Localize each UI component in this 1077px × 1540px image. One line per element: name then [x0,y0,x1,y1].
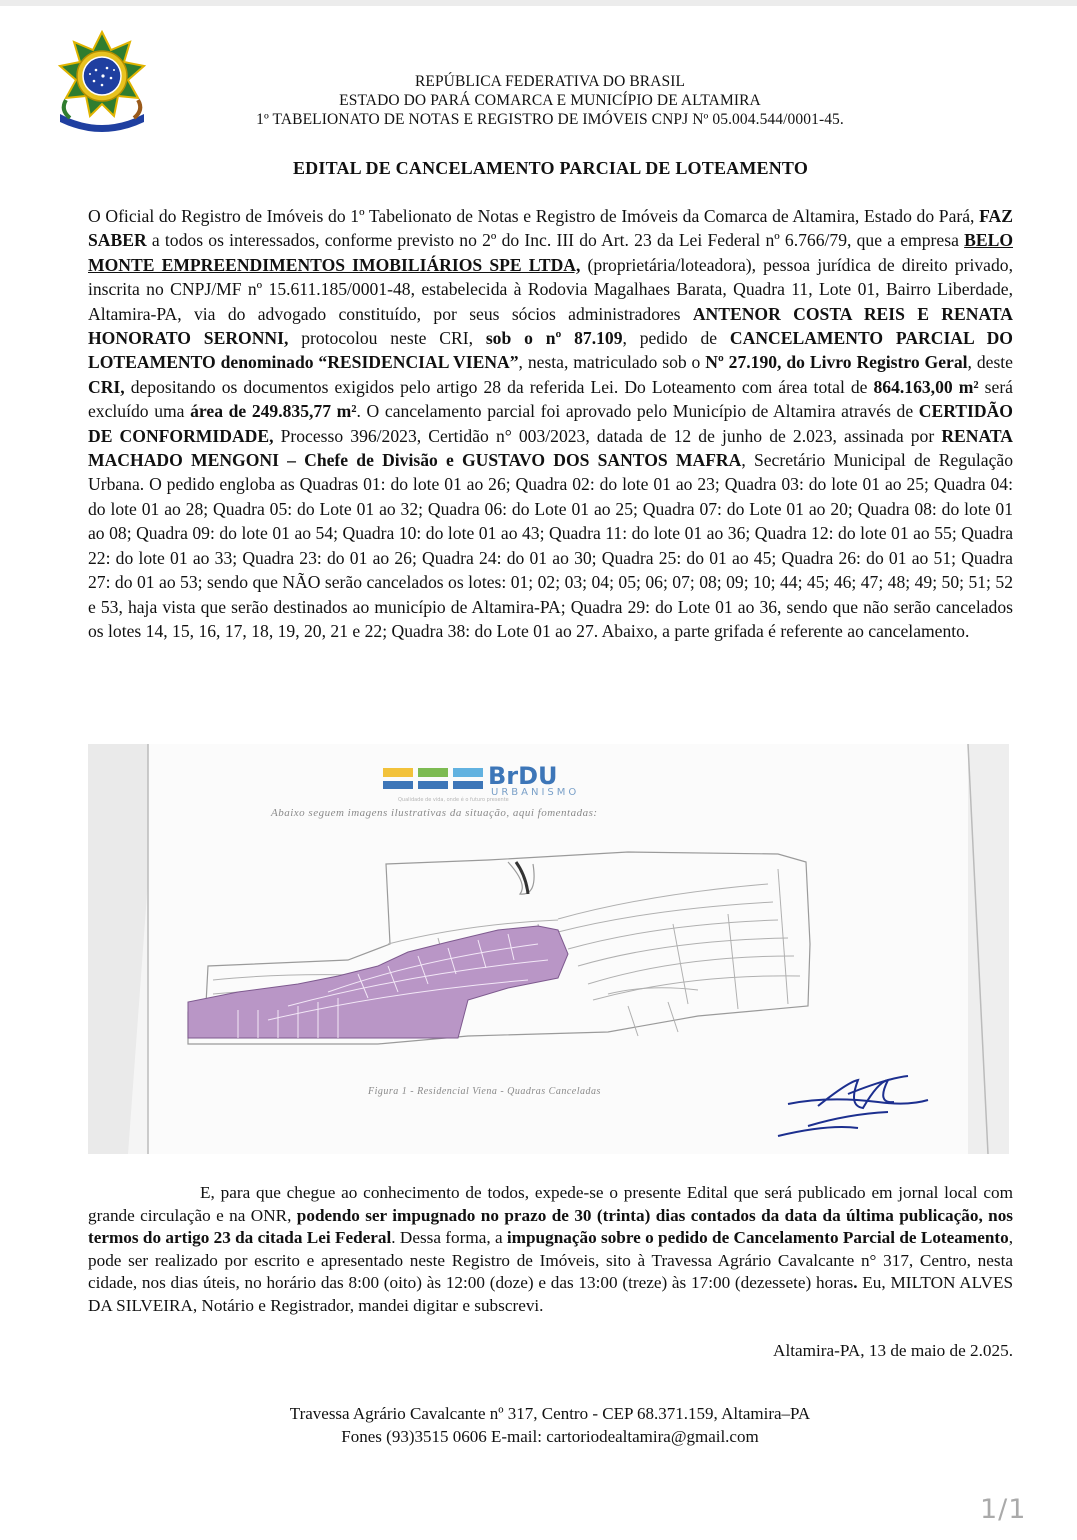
document-footer [140,1402,960,1448]
closing-text-segment: . Dessa forma, a [391,1228,507,1248]
header-line-republic: REPÚBLICA FEDERATIVA DO BRASIL [414,73,686,90]
closing-challenge-subject: impugnação sobre o pedido de Cancelamento Parcial de Loteamento [506,1228,1009,1248]
body-text-segment: , nesta, matriculado sob o [518,352,706,373]
total-area: 864.163,00 m² [873,376,979,397]
body-text-segment: , pedido de [622,328,730,349]
body-text-segment: O Oficial do Registro de Imóveis do 1º Tabelionato de Notas e Registro de Imóveis da Comarca de Altamira, Estado do Pará, [88,206,980,226]
body-text-segment: será excluído uma [88,376,1013,422]
registration-number: Nº 27.190, do Livro Registro Geral [705,352,968,373]
footer-address: Travessa Agrário Cavalcante nº 317, Centro - CEP 68.371.159, Altamira–PA [289,1404,811,1423]
closing-challenge-period: podendo ser impugnado no prazo de 30 (trinta) dias contados da data da última publicação, nos termos do artigo 23 da citada Lei Federal [88,1205,1013,1248]
body-text-segment: (proprietária/loteadora), pessoa jurídica de direito privado, inscrita no CNPJ/MF nº 15.611.185/0001-48, estabelecida à Rodovia Magalhaes Barata, Quadra 11, Lote 01, Bairro Liberdade, Altamira-PA, via do advogado constituído, por seus sócios administradores [88,254,1013,324]
body-text-segment: , deste [967,352,1013,373]
closing-text-segment: , pode ser realizado por escrito e apresentado neste Registro de Imóveis, sito à Travessa Agrário Cavalcante n° 317, Centro, nesta cidade, nos dias úteis, no horário das 8:00 (oito) às 12:00 (doze) e das 13:00 (treze) às 17:00 (dezessete) horas [88,1228,1014,1293]
closing-period: . [853,1273,858,1293]
closing-text-segment: E, para que chegue ao conhecimento de todos, expede-se o presente Edital que será publicado em jornal local com grande circulação e na ONR, [88,1183,1013,1225]
footer-contact: Fones (93)3515 0606 E-mail: cartoriodealtamira@gmail.com [341,1427,759,1446]
figure-caption-bottom: Figura 1 - Residencial Viena - Quadras Canceladas [368,1086,601,1097]
body-text-segment: a todos os interessados, conforme previsto no 2º do Inc. III do Art. 23 da Lei Federal nº 6.766/79, que a empresa [146,230,965,251]
body-text-segment: , Secretário Municipal de Regulação Urbana. O pedido engloba as Quadras 01: do lote 01 ao 26; Quadra 02: do lote 01 ao 23; Quadra 03: do lote 01 ao 25; Quadra 04: do lote 01 ao 28; Quadra 05: do Lote 01 ao 32; Quadra 06: do Lote 01 ao 25; Quadra 07: do Lote 01 ao 20; Quadra 08: do lote 01 ao 08; Quadra 09: do lote 01 ao 54; Quadra 10: do lote 01 ao 43; Quadra 11: do lote 01 ao 36; Quadra 12: do lote 01 ao 55; Quadra 22: do lote 01 ao 33; Quadra 23: do 01 ao 26; Quadra 24: do 01 ao 30; Quadra 25: do 01 ao 45; Quadra 26: do 01 ao 51; Quadra 27: do 01 ao 53; sendo que NÃO serão cancelados os lotes: 01; 02; 03; 04; 05; 06; 07; 08; 09; 10; 44; 45; 46; 47; 48; 49; 50; 51; 52 e 53, haja vista que serão destinados ao município de Altamira-PA; Quadra 29: do Lote 01 ao 36, sendo que não serão cancelados os lotes 14, 15, 16, 17, 18, 19, 20, 21 e 22; Quadra 38: do Lote 01 ao 27. Abaixo, a parte grifada é referente ao cancelamento. [88,450,1013,641]
edital-body-paragraph [88,204,1013,643]
signatories: RENATA MACHADO MENGONI – Chefe de Divisão e GUSTAVO DOS SANTOS MAFRA [88,425,1013,471]
logo-main-text: BrDU [488,762,558,790]
header-line-office: 1º TABELIONATO DE NOTAS E REGISTRO DE IMÓVEIS CNPJ Nº 05.004.544/0001-45. [256,111,844,128]
company-name: BELO MONTE EMPREENDIMENTOS IMOBILIÁRIOS SPE LTDA, [88,230,1013,275]
closing-text-segment: Eu, MILTON ALVES DA SILVEIRA, Notário e Registrador, mandei digitar e subscrevi. [88,1273,1013,1315]
subdivision-map [88,744,1009,1154]
top-strip [0,0,1077,6]
request-description: CANCELAMENTO PARCIAL DO LOTEAMENTO denominado “RESIDENCIAL VIENA” [88,328,1013,373]
body-bold-faz-saber: FAZ SABER [88,206,1013,251]
body-text-segment: . O cancelamento parcial foi aprovado pelo Município de Altamira através de [356,401,919,422]
document-title: EDITAL DE CANCELAMENTO PARCIAL DE LOTEAMENTO [292,158,809,178]
partners-names: ANTENOR COSTA REIS E RENATA HONORATO SERONNI, [88,303,1013,349]
logo-tagline: Qualidade de vida, onde é o futuro presente [398,797,509,803]
coat-of-arms [52,30,152,136]
closing-paragraph [88,1182,1013,1318]
page-indicator: 1/1 [980,1494,1027,1525]
cri-label: CRI, [88,376,125,397]
header-line-state: ESTADO DO PARÁ COMARCA E MUNICÍPIO DE ALTAMIRA [339,92,761,109]
logo-sub-text: URBANISMO [491,787,580,798]
excluded-area: área de 249.835,77 m² [190,401,357,422]
certificate-label: CERTIDÃO DE CONFORMIDADE, [88,401,1013,446]
subdivision-map-figure [88,744,1009,1154]
protocol-number: sob o nº 87.109 [485,328,623,349]
body-text-segment: depositando os documentos exigidos pelo artigo 28 da referida Lei. Do Loteamento com área total de [124,376,874,397]
brazil-coat-of-arms-icon [52,30,152,136]
place-and-date: Altamira-PA, 13 de maio de 2.025. [773,1341,1013,1360]
figure-caption-top: Abaixo seguem imagens ilustrativas da situação, aqui fomentadas: [271,807,598,819]
body-text-segment: protocolou neste CRI, [288,328,486,349]
document-header [180,72,920,129]
brdu-logo [383,762,579,803]
body-text-segment: Processo 396/2023, Certidão n° 003/2023, datada de 12 de junho de 2.023, assinada por [273,425,942,446]
